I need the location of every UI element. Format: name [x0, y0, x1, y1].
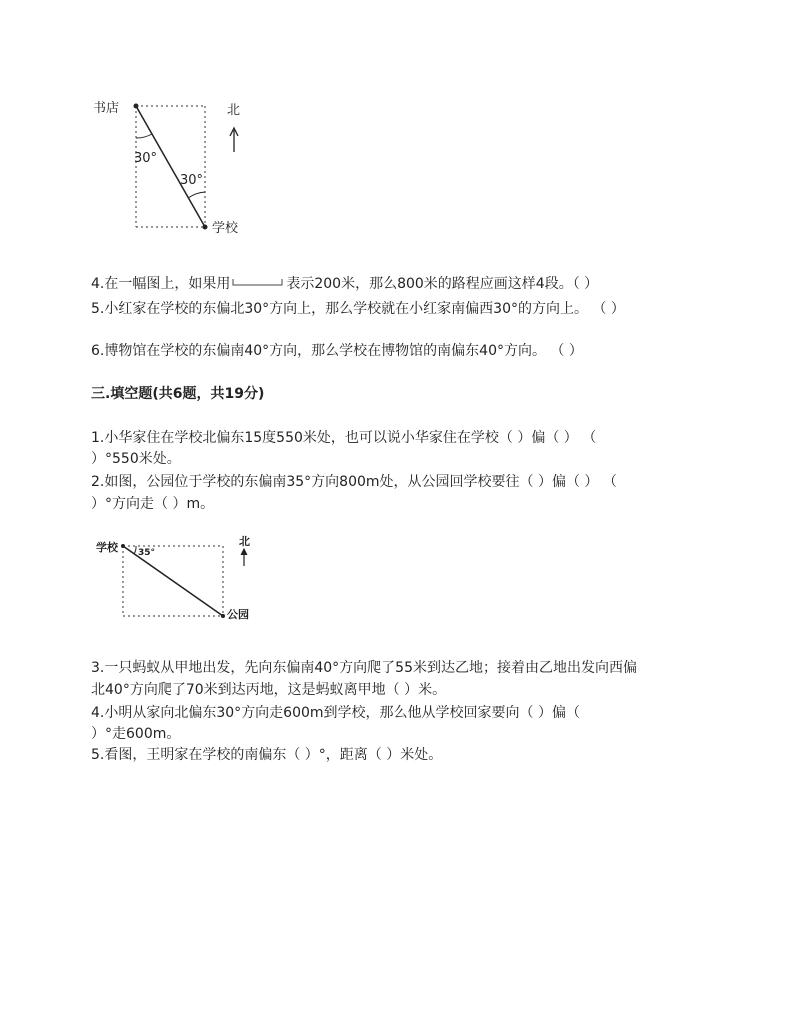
bookstore-label: 书店: [93, 101, 120, 116]
figure-bookstore-school: [85, 92, 260, 242]
judge-item-4-prefix: 4.在一幅图上，如果用: [91, 276, 231, 292]
school-label-2: 学校: [96, 541, 118, 554]
path-line: [136, 106, 205, 227]
fill-item-1-line2: ）°550米处。: [91, 451, 181, 467]
angle-arc-top: [136, 134, 152, 138]
park-label: 公园: [227, 608, 249, 621]
fill-item-2-line1: 2.如图，公园位于学校的东偏南35°方向800m处，从公园回学校要往（ ）偏（ ） （: [91, 474, 617, 490]
judge-item-4: [91, 274, 598, 294]
judge-item-6: 6.博物馆在学校的东偏南40°方向，那么学校在博物馆的南偏东40°方向。 （ ）: [91, 343, 583, 359]
angle-label-bottom: 30°: [180, 173, 204, 188]
school-point-2: [121, 544, 125, 548]
scale-segment-icon: [230, 277, 286, 291]
school-point: [203, 225, 208, 230]
park-point: [221, 614, 225, 618]
angle-arc-bottom: [188, 192, 205, 198]
north-label-2: 北: [239, 535, 250, 548]
judge-item-5: 5.小红家在学校的东偏北30°方向上，那么学校就在小红家南偏西30°的方向上。 （ ）: [91, 301, 625, 317]
figure-school-park: [92, 532, 267, 627]
school-label: 学校: [212, 221, 239, 236]
fill-item-4-line2: ）°走600m。: [91, 726, 181, 742]
north-arrow-icon-2: [241, 549, 247, 555]
fill-item-3-line2: 北40°方向爬了70米到达丙地，这是蚂蚁离甲地（ ）米。: [91, 682, 447, 698]
angle-label-2: 35°: [138, 548, 156, 558]
fill-item-1-line1: 1.小华家住在学校北偏东15度550米处，也可以说小华家住在学校（ ）偏（ ） （: [91, 430, 597, 446]
section-heading-fill-in: 三.填空题(共6题，共19分): [91, 386, 265, 402]
fill-item-2-line2: ）°方向走（ ）m。: [91, 496, 215, 512]
angle-label-top: 30°: [134, 151, 158, 166]
north-label: 北: [227, 103, 241, 118]
fill-item-4-line1: 4.小明从家向北偏东30°方向走600m到学校，那么他从学校回家要向（ ）偏（: [91, 705, 580, 721]
judge-item-4-suffix: 表示200米，那么800米的路程应画这样4段。（ ）: [286, 276, 599, 292]
angle-arc-2: [134, 546, 136, 554]
fill-item-5: 5.看图，王明家在学校的南偏东（ ）°，距离（ ）米处。: [91, 747, 443, 763]
fill-item-3-line1: 3.一只蚂蚁从甲地出发，先向东偏南40°方向爬了55米到达乙地；接着由乙地出发向西偏: [91, 660, 637, 676]
